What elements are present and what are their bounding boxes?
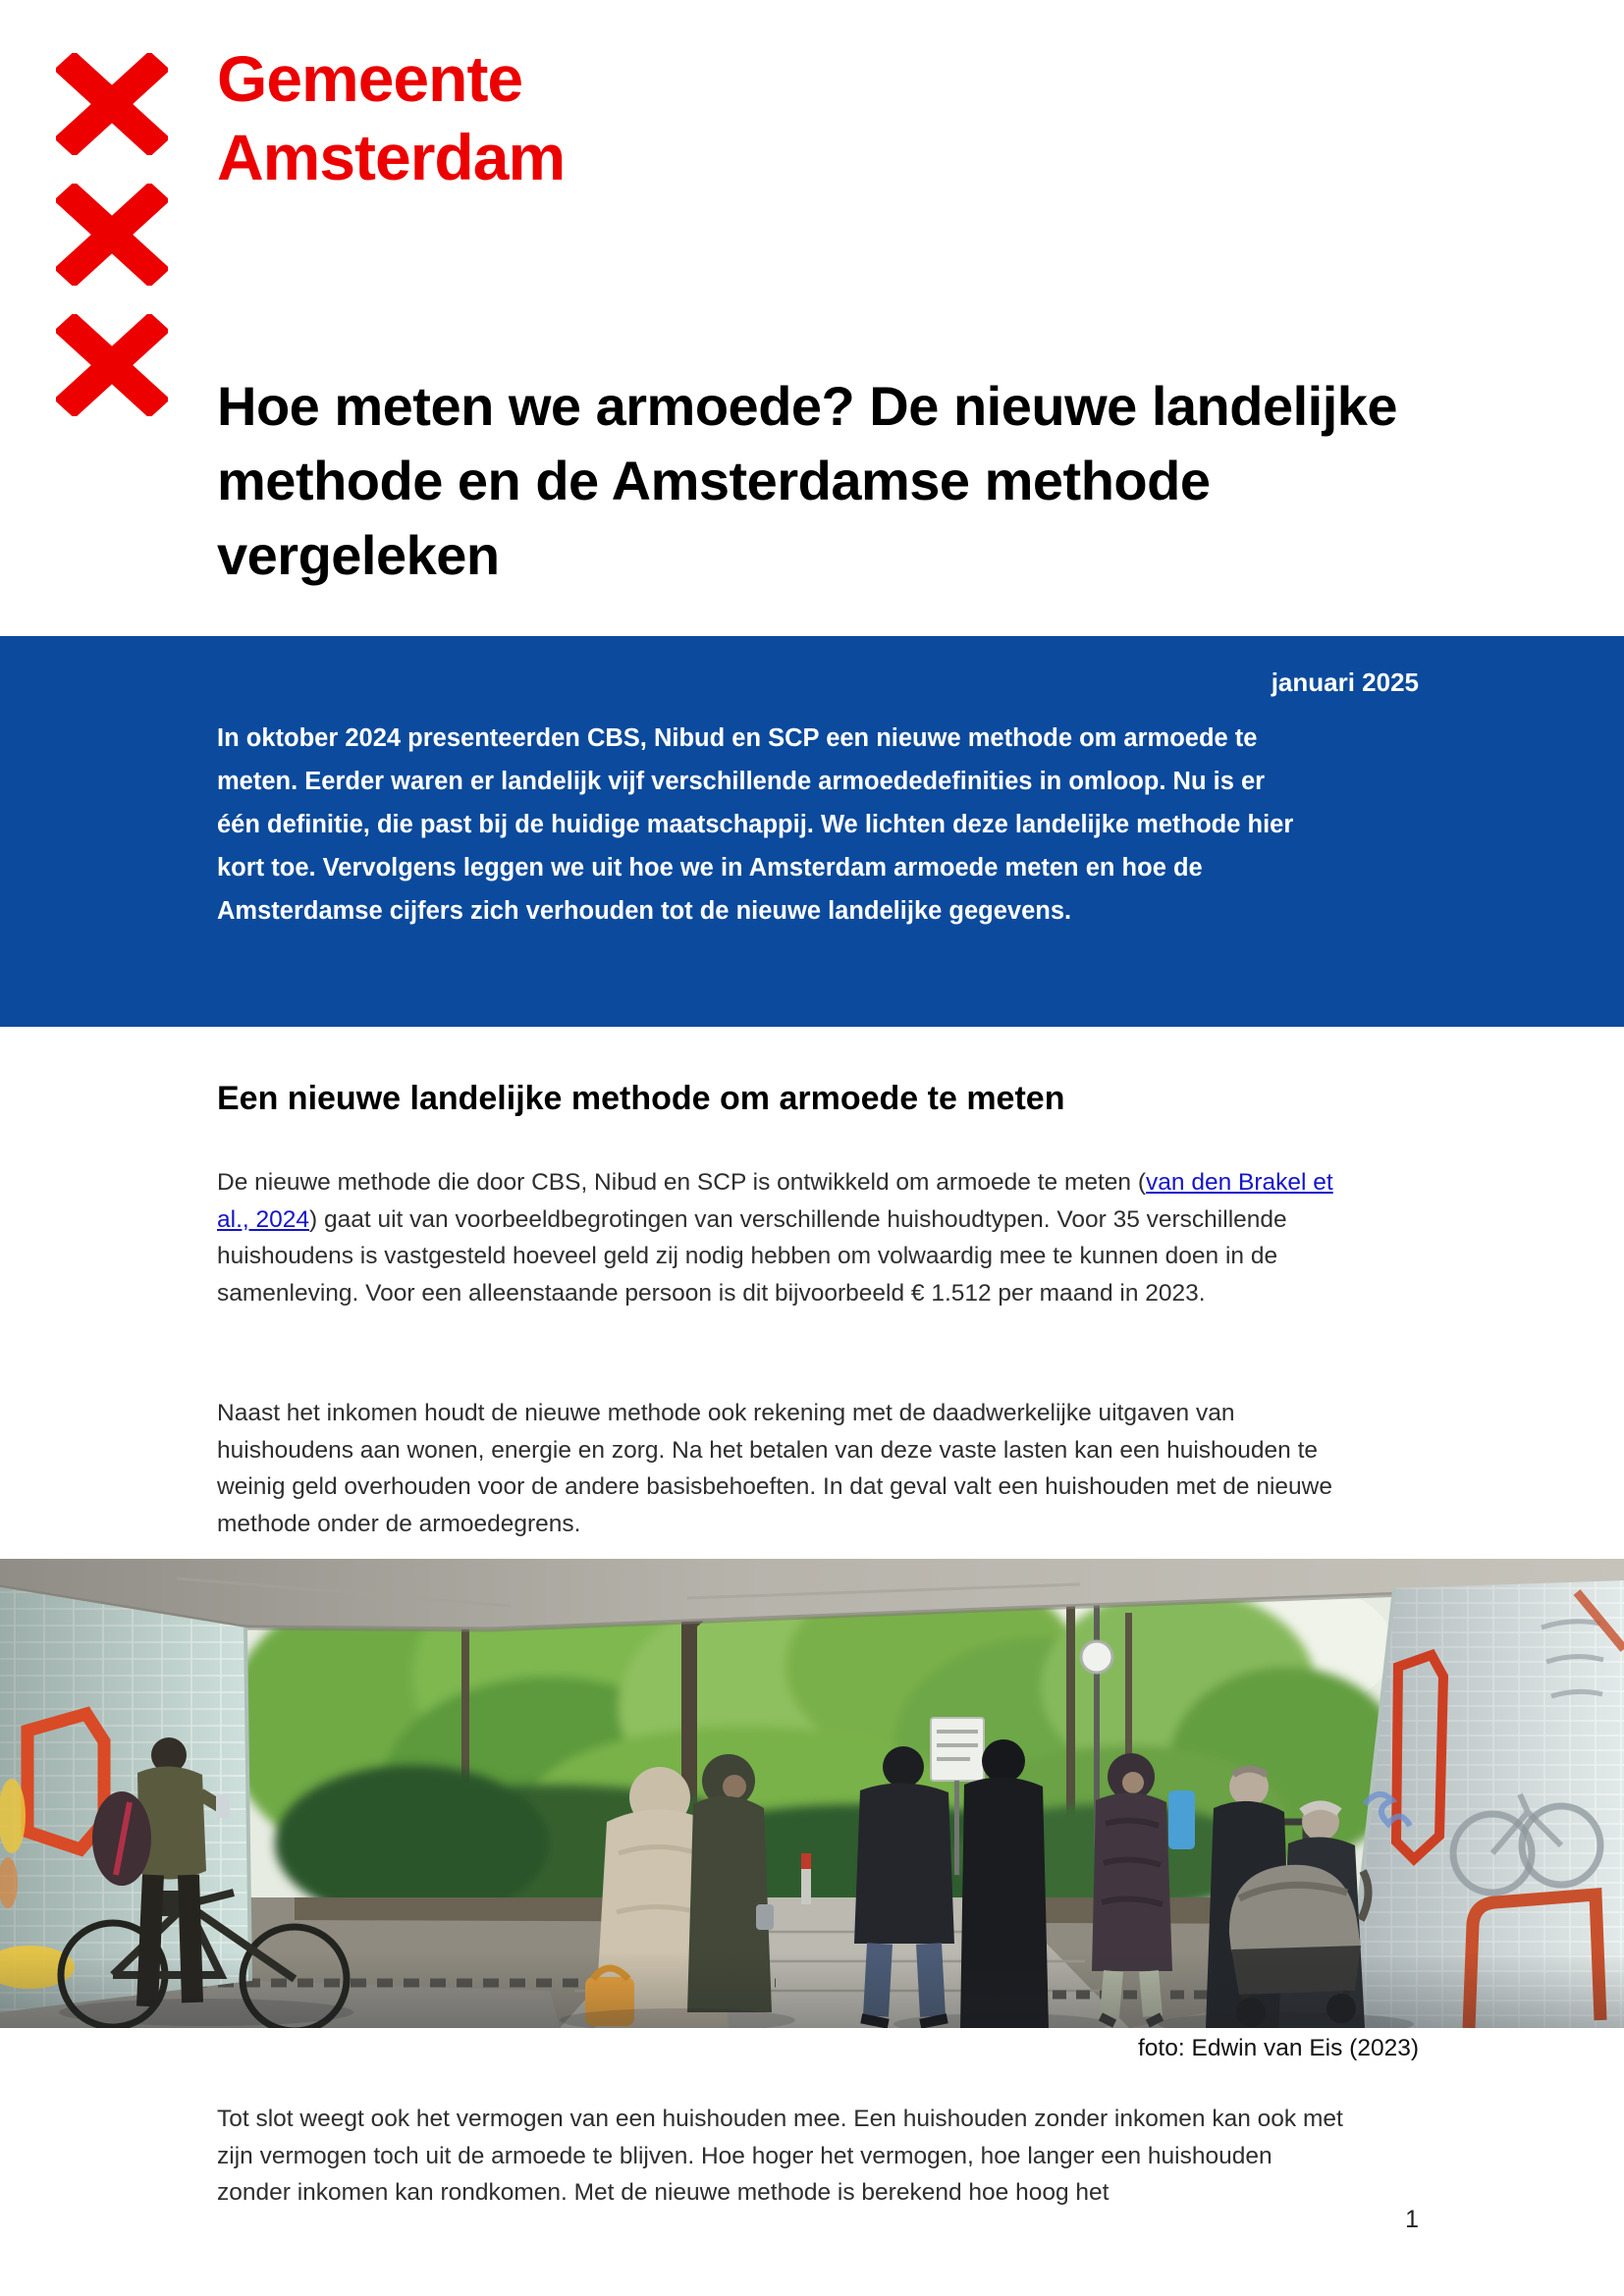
logo-wordmark-line1: Gemeente <box>217 42 523 115</box>
paragraph-1-pre: De nieuwe methode die door CBS, Nibud en SCP is ontwikkeld om armoede te meten ( <box>217 1169 1147 1196</box>
reference-link[interactable]: van den Brakel et al., 2024 <box>217 1169 1333 1233</box>
underpass-photo-illustration <box>0 1559 1624 2028</box>
page-title: Hoe meten we armoede? De nieuwe landelijke methode en de Amsterdamse methode vergeleken <box>217 375 1398 586</box>
logo-marks <box>56 53 168 416</box>
section-heading: Een nieuwe landelijke methode om armoede te meten <box>217 1080 1065 1117</box>
publication-date: januari 2025 <box>1271 667 1419 697</box>
paragraph-2: Naast het inkomen houdt de nieuwe methode ook rekening met de daadwerkelijke uitgaven van huishoudens aan wonen, energie en zorg. Na het betalen van deze vaste lasten kan een huishouden te weinig geld overhouden voor de andere basisbehoeften. In dat geval valt een huishouden met de nieuwe methode onder de armoedegrens. <box>217 1400 1332 1537</box>
logo-wordmark-line2: Amsterdam <box>217 121 566 193</box>
logo-wordmark <box>217 39 565 196</box>
paragraph-3: Tot slot weegt ook het vermogen van een huishouden mee. Een huishouden zonder inkomen kan ook met zijn vermogen toch uit de armoede te blijven. Hoe hoger het vermogen, hoe langer een huishouden zonder inkomen kan rondkomen. Met de nieuwe methode is berekend hoe hoog het <box>217 2106 1343 2206</box>
page-number: 1 <box>1405 2206 1419 2233</box>
paragraph-1 <box>217 1164 1346 1311</box>
andreas-cross-icon <box>56 314 168 416</box>
intro-text: In oktober 2024 presenteerden CBS, Nibud en SCP een nieuwe methode om armoede te meten. Eerder waren er landelijk vijf verschillende armoededefinities in omloop. Nu is er één definitie, die past bij de huidige maatschappij. We lichten deze landelijke methode hier kort toe. Vervolgens leggen we uit hoe we in Amsterdam armoede meten en hoe de Amsterdamse cijfers zich verhouden tot de nieuwe landelijke gegevens. <box>217 724 1294 925</box>
andreas-cross-icon <box>56 53 168 155</box>
paragraph-1-post: ) gaat uit van voorbeeldbegrotingen van verschillende huishoudtypen. Voor 35 verschillende huishoudens is vastgesteld hoeveel geld zij nodig hebben om volwaardig mee te kunnen doen in de samenleving. Voor een alleenstaande persoon is dit bijvoorbeeld € 1.512 per maand in 2023. <box>217 1205 1287 1307</box>
intro-banner <box>0 636 1624 1027</box>
photo-credit: foto: Edwin van Eis (2023) <box>1138 2035 1419 2061</box>
andreas-cross-icon <box>56 184 168 286</box>
photo <box>0 1559 1624 2028</box>
